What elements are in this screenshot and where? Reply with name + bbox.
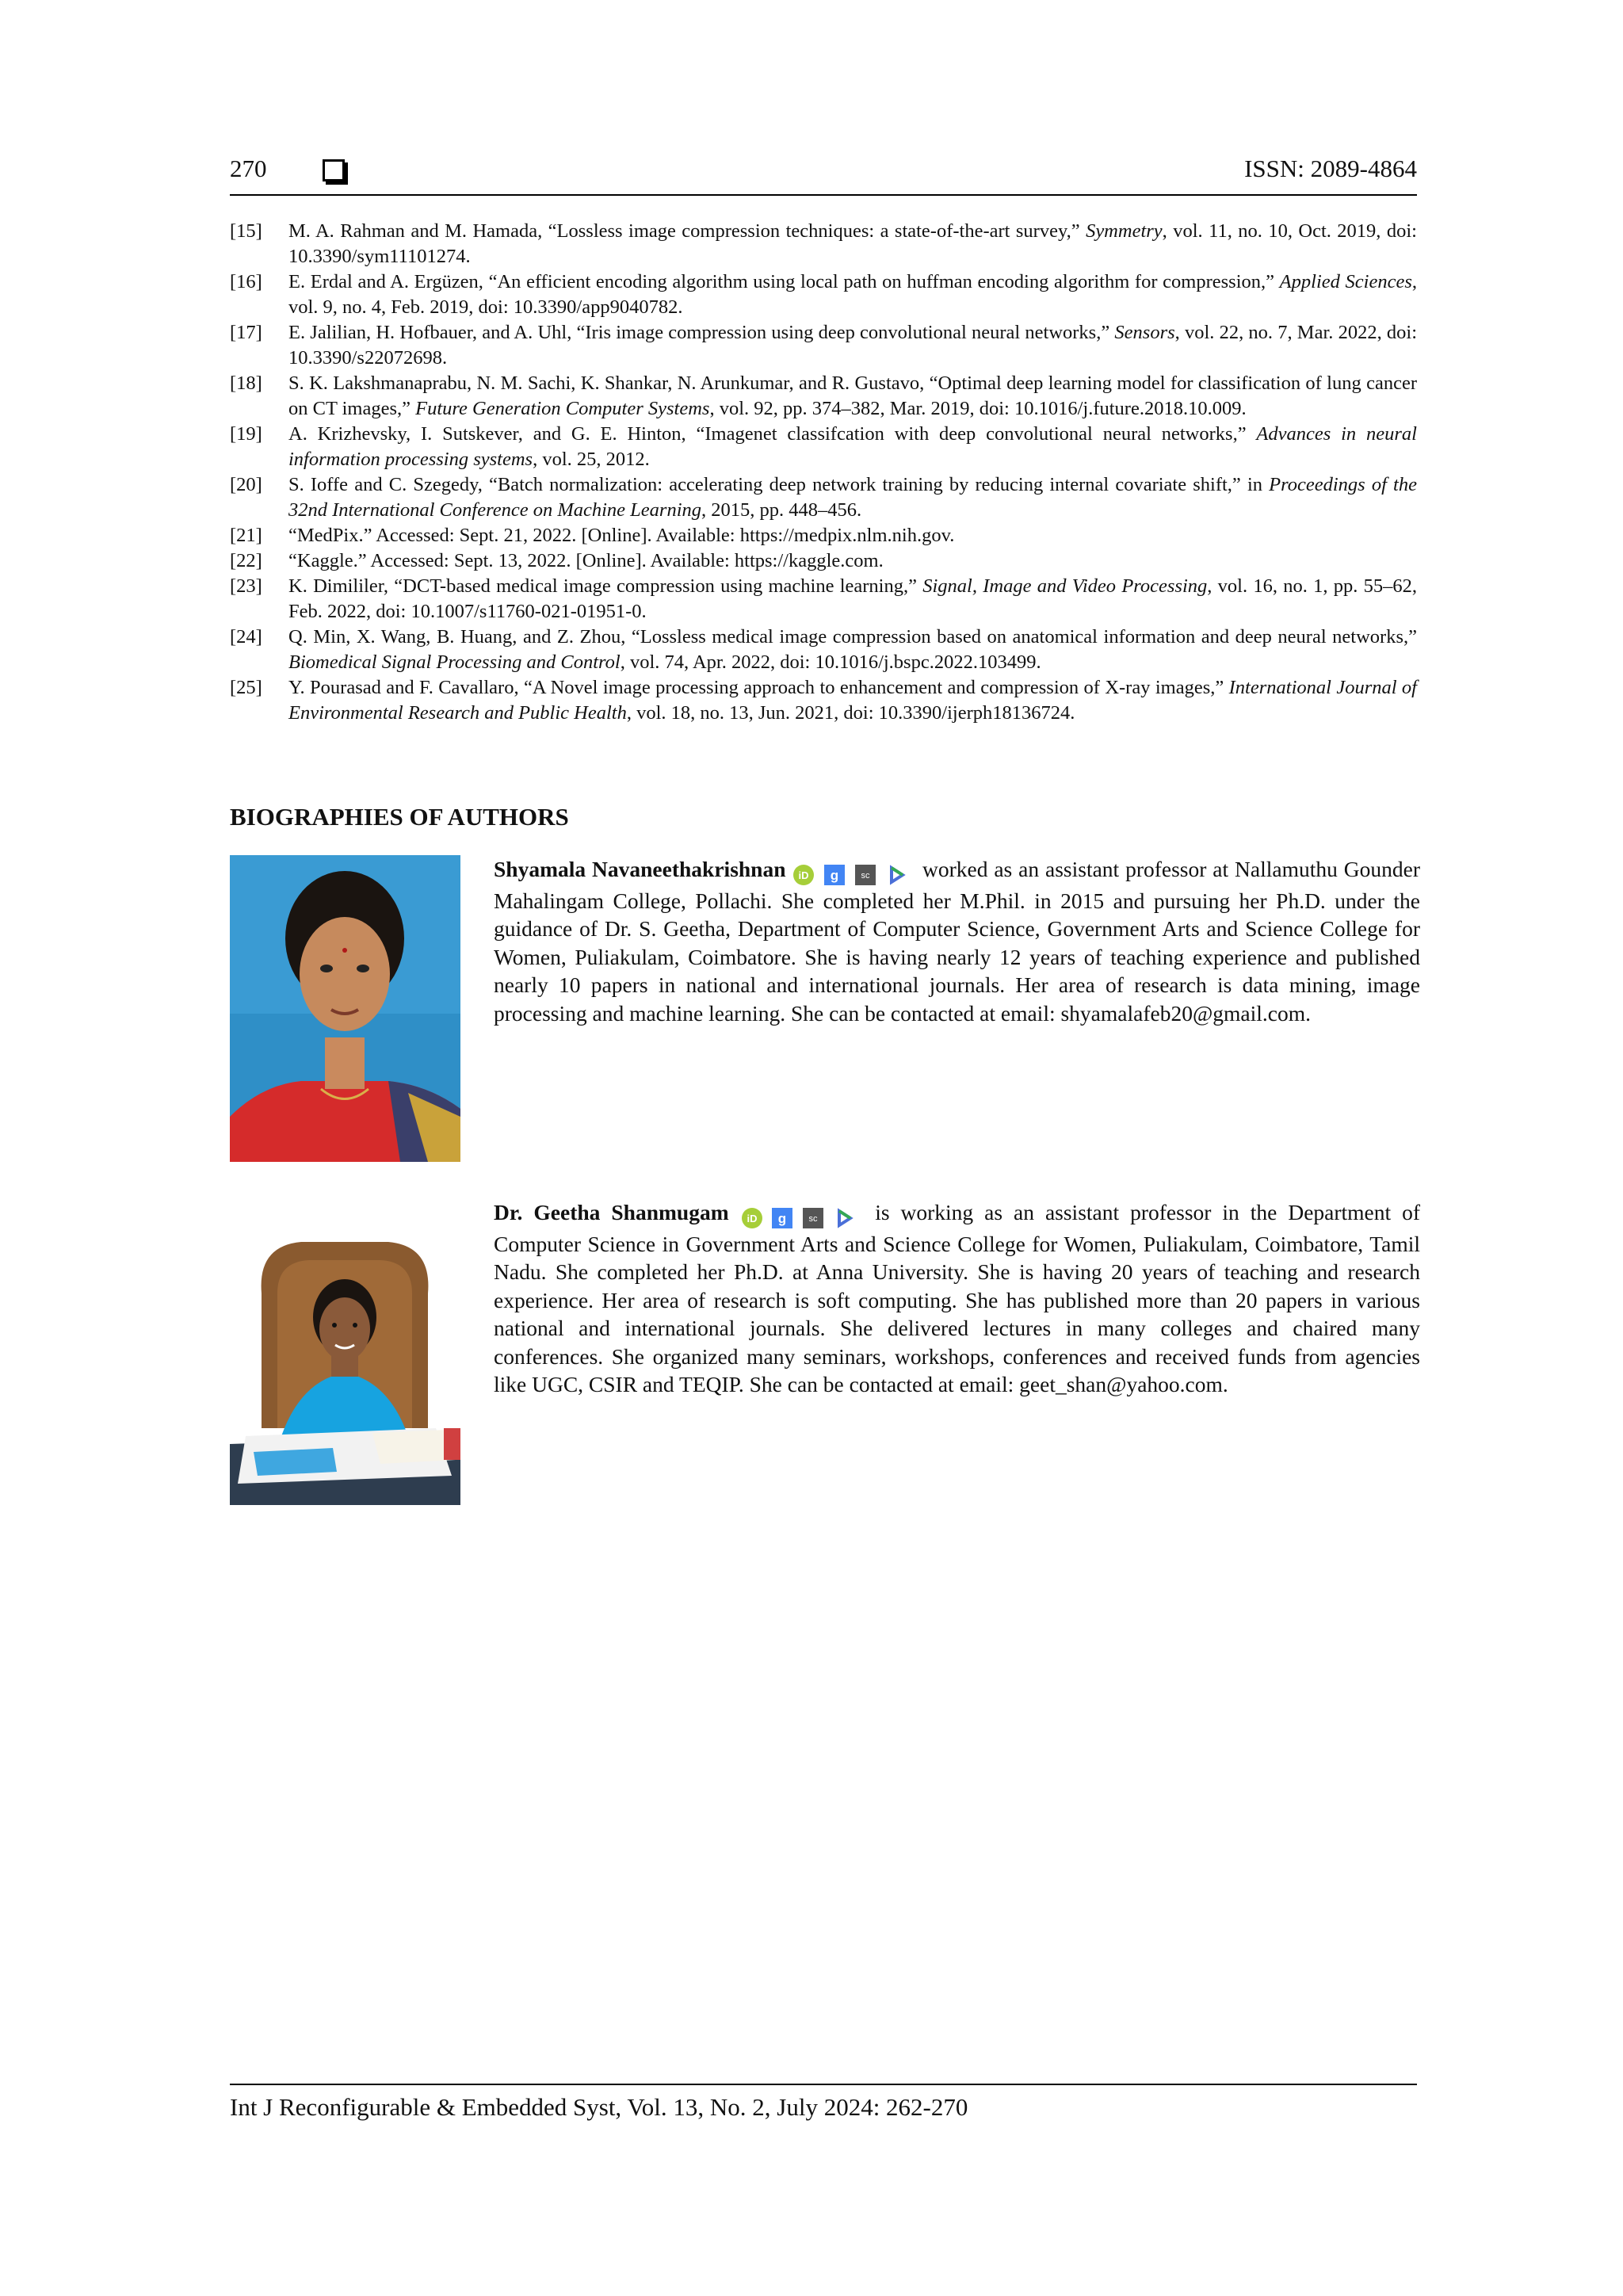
author-profile-links xyxy=(793,858,911,887)
square-bullet-icon xyxy=(323,159,345,181)
reference-number: [22] xyxy=(230,550,262,571)
reference-number: [23] xyxy=(230,575,262,597)
page-header xyxy=(230,155,1417,196)
biographies-heading: BIOGRAPHIES OF AUTHORS xyxy=(230,803,569,831)
page-footer: Int J Reconfigurable & Embedded Syst, Vol. 13, No. 2, July 2024: 262-270 xyxy=(230,2084,1417,2122)
google-scholar-icon[interactable] xyxy=(772,1208,792,1228)
reference-item xyxy=(230,219,1417,269)
svg-text:g: g xyxy=(778,1210,787,1226)
reference-number: [24] xyxy=(230,626,262,648)
author-photo xyxy=(230,1198,460,1505)
reference-number: [15] xyxy=(230,220,262,242)
author-bio-text xyxy=(494,1198,1420,1399)
svg-text:sc: sc xyxy=(861,870,870,881)
author-bio xyxy=(230,1198,1420,1507)
reference-text: S. K. Lakshmanaprabu, N. M. Sachi, K. Shankar, N. Arunkumar, and R. Gustavo, “Optimal deep learning model for classification of lung cancer on CT images,” Future Generation Computer Systems, vol. 92, pp. 374–382, Mar. 2019, doi: 10.1016/j.future.2018.10.009. xyxy=(288,372,1417,419)
reference-item xyxy=(230,422,1417,472)
reference-number: [25] xyxy=(230,677,262,698)
reference-item xyxy=(230,574,1417,625)
reference-item xyxy=(230,523,1417,548)
reference-item xyxy=(230,675,1417,726)
author-bio-body: worked as an assistant professor at Nallamuthu Gounder Mahalingam College, Pollachi. She completed her M.Phil. in 2015 and pursuing her Ph.D. under the guidance of Dr. S. Geetha, Department of Computer Science, Government Arts and Science College for Women, Puliakulam, Coimbatore. She is having nearly 12 years of teaching experience and published nearly 10 papers in national and international journals. Her area of research is data mining, image processing and machine learning. She can be contacted at email: shyamalafeb20@gmail.com. xyxy=(494,857,1421,1026)
author-name: Shyamala Navaneethakrishnan xyxy=(494,857,786,881)
publons-icon[interactable] xyxy=(834,1208,854,1228)
svg-text:iD: iD xyxy=(747,1212,758,1224)
scopus-icon[interactable] xyxy=(855,865,876,885)
reference-text: S. Ioffe and C. Szegedy, “Batch normalization: accelerating deep network training by reducing internal covariate shift,” in Proceedings of the 32nd International Conference on Machine Learning, 2015, pp. 448–456. xyxy=(288,474,1417,521)
reference-number: [17] xyxy=(230,322,262,343)
reference-item xyxy=(230,320,1417,371)
reference-number: [21] xyxy=(230,525,262,546)
orcid-icon[interactable] xyxy=(793,865,814,885)
author-bio-body: is working as an assistant professor in the Department of Computer Science in Government Arts and Science College for Women, Puliakulam, Coimbatore, Tamil Nadu. She completed her Ph.D. at Anna University. She is having 20 years of teaching and research experience. Her area of research is soft computing. She has published more than 20 papers in various national and international journals. She delivered lectures in many colleges and chaired many conferences. She organized many seminars, workshops, conferences and received funds from agencies like UGC, CSIR and TEQIP. She can be contacted at email: geet_shan@yahoo.com. xyxy=(494,1200,1421,1396)
reference-item xyxy=(230,472,1417,523)
author-bio xyxy=(230,855,1420,1164)
reference-text: K. Dimililer, “DCT-based medical image compression using machine learning,” Signal, Image and Video Processing, vol. 16, no. 1, pp. 55–62, Feb. 2022, doi: 10.1007/s11760-021-01951-0. xyxy=(288,575,1417,622)
publons-icon[interactable] xyxy=(886,865,907,885)
reference-list xyxy=(230,219,1417,726)
author-profile-links xyxy=(742,1201,860,1230)
reference-number: [16] xyxy=(230,271,262,292)
svg-text:iD: iD xyxy=(798,869,809,881)
page-number: 270 xyxy=(230,155,267,182)
reference-item xyxy=(230,625,1417,675)
svg-text:sc: sc xyxy=(808,1213,818,1224)
google-scholar-icon[interactable] xyxy=(824,865,845,885)
reference-number: [20] xyxy=(230,474,262,495)
reference-number: [19] xyxy=(230,423,262,445)
issn-label: ISSN: 2089-4864 xyxy=(1244,155,1417,182)
reference-text: E. Jalilian, H. Hofbauer, and A. Uhl, “Iris image compression using deep convolutional neural networks,” Sensors, vol. 22, no. 7, Mar. 2022, doi: 10.3390/s22072698. xyxy=(288,322,1418,369)
orcid-icon[interactable] xyxy=(742,1208,762,1228)
author-bio-text xyxy=(494,855,1420,1027)
scopus-icon[interactable] xyxy=(803,1208,823,1228)
reference-text: M. A. Rahman and M. Hamada, “Lossless image compression techniques: a state-of-the-art survey,” Symmetry, vol. 11, no. 10, Oct. 2019, doi: 10.3390/sym11101274. xyxy=(288,220,1417,267)
reference-item xyxy=(230,269,1417,320)
author-name: Dr. Geetha Shanmugam xyxy=(494,1200,729,1224)
reference-item xyxy=(230,371,1417,422)
reference-text: Q. Min, X. Wang, B. Huang, and Z. Zhou, “Lossless medical image compression based on anatomical information and deep neural networks,” Biomedical Signal Processing and Control, vol. 74, Apr. 2022, doi: 10.1016/j.bspc.2022.103499. xyxy=(288,626,1417,673)
reference-item xyxy=(230,548,1417,574)
reference-text: E. Erdal and A. Ergüzen, “An efficient encoding algorithm using local path on huffman encoding algorithm for compression,” Applied Sciences, vol. 9, no. 4, Feb. 2019, doi: 10.3390/app9040782. xyxy=(288,271,1418,318)
reference-number: [18] xyxy=(230,372,262,394)
author-photo xyxy=(230,855,460,1162)
svg-text:g: g xyxy=(831,867,839,883)
reference-text: “MedPix.” Accessed: Sept. 21, 2022. [Online]. Available: https://medpix.nlm.nih.gov. xyxy=(288,525,955,546)
reference-text: “Kaggle.” Accessed: Sept. 13, 2022. [Online]. Available: https://kaggle.com. xyxy=(288,550,884,571)
reference-text: Y. Pourasad and F. Cavallaro, “A Novel image processing approach to enhancement and compression of X-ray images,” International Journal of Environmental Research and Public Health, vol. 18, no. 13, Jun. 2021, doi: 10.3390/ijerph18136724. xyxy=(288,677,1417,724)
reference-text: A. Krizhevsky, I. Sutskever, and G. E. Hinton, “Imagenet classifcation with deep convolutional neural networks,” Advances in neural information processing systems, vol. 25, 2012. xyxy=(288,423,1417,470)
